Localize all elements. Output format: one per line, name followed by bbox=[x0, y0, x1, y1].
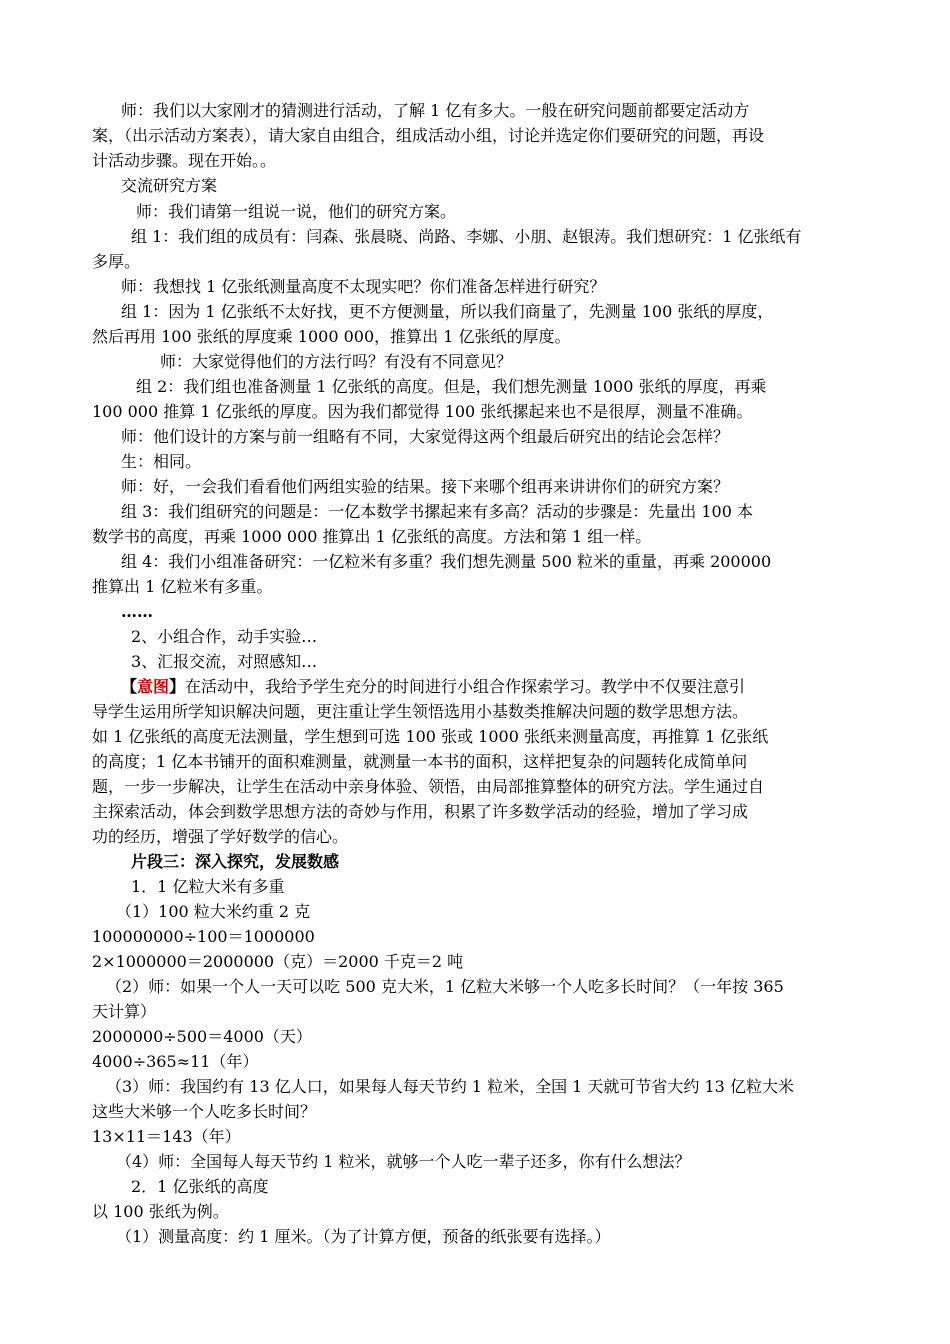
intent-label: 意图 bbox=[137, 677, 170, 696]
intent-bracket-close: 】 bbox=[169, 677, 186, 696]
paragraph-line: 交流研究方案 bbox=[121, 176, 218, 195]
paragraph-line: 功的经历，增强了学好数学的信心。 bbox=[92, 827, 349, 846]
paragraph-line: 推算出 1 亿粒米有多重。 bbox=[92, 577, 273, 596]
paragraph-line: 组 1：我们组的成员有：闫森、张晨晓、尚路、李娜、小朋、赵银涛。我们想研究：1 亿张纸有 bbox=[131, 227, 802, 246]
paragraph-line: 然后再用 100 张纸的厚度乘 1000 000，推算出 1 亿张纸的厚度。 bbox=[92, 327, 571, 346]
paragraph-line: （3）师：我国约有 13 亿人口，如果每人每天节约 1 粒米，全国 1 天就可节省大约 13 亿粒大米 bbox=[106, 1077, 794, 1096]
paragraph-line: 2．1 亿张纸的高度 bbox=[131, 1177, 269, 1196]
paragraph-line: 组 3：我们组研究的问题是：一亿本数学书摞起来有多高？活动的步骤是：先量出 100 本 bbox=[121, 502, 753, 521]
paragraph-line: 组 4：我们小组准备研究：一亿粒米有多重？我们想先测量 500 粒米的重量，再乘 200000 bbox=[121, 552, 772, 571]
paragraph-line: 师：他们设计的方案与前一组略有不同，大家觉得这两个组最后研究出的结论会怎样？ bbox=[121, 427, 730, 446]
paragraph-line: 组 1：因为 1 亿张纸不太好找，更不方便测量，所以我们商量了，先测量 100 张纸的厚度， bbox=[121, 302, 774, 321]
paragraph-line: 师：好，一会我们看看他们两组实验的结果。接下来哪个组再来讲讲你们的研究方案？ bbox=[121, 477, 730, 496]
paragraph-line: 师：我们请第一组说一说，他们的研究方案。 bbox=[136, 202, 457, 221]
paragraph-line: （4）师：全国每人每天节约 1 粒米，就够一个人吃一辈子还多，你有什么想法？ bbox=[116, 1152, 691, 1171]
intent-paragraph-first-line bbox=[121, 675, 745, 699]
paragraph-line: 多厚。 bbox=[92, 252, 141, 271]
formula-line: 4000÷365≈11（年） bbox=[92, 1052, 259, 1071]
paragraph-line: 数学书的高度，再乘 1000 000 推算出 1 亿张纸的高度。方法和第 1 组一样。 bbox=[92, 527, 652, 546]
paragraph-line: 组 2：我们组也准备测量 1 亿张纸的高度。但是，我们想先测量 1000 张纸的厚度，再乘 bbox=[136, 377, 767, 396]
formula-line: 100000000÷100＝1000000 bbox=[92, 927, 315, 946]
paragraph-line: 如 1 亿张纸的高度无法测量，学生想到可选 100 张或 1000 张纸来测量高度，再推算 1 亿张纸 bbox=[92, 727, 769, 746]
paragraph-line: 以 100 张纸为例。 bbox=[92, 1202, 229, 1221]
paragraph-line: 3、汇报交流，对照感知… bbox=[131, 652, 318, 671]
paragraph-line: 的高度；1 亿本书铺开的面积难测量，就测量一本书的面积，这样把复杂的问题转化成简单问 bbox=[92, 752, 748, 771]
intent-text: 在活动中，我给予学生充分的时间进行小组合作探索学习。教学中不仅要注意引 bbox=[185, 677, 746, 696]
section-heading: 片段三：深入探究，发展数感 bbox=[131, 852, 340, 871]
paragraph-line: 导学生运用所学知识解决问题，更注重让学生领悟选用小基数类推解决问题的数学思想方法。 bbox=[92, 702, 749, 721]
paragraph-line: （1）测量高度：约 1 厘米。（为了计算方便，预备的纸张要有选择。） bbox=[116, 1227, 611, 1246]
formula-line: 2×1000000＝2000000（克）＝2000 千克＝2 吨 bbox=[92, 952, 464, 971]
paragraph-line: 师：我们以大家刚才的猜测进行活动，了解 1 亿有多大。一般在研究问题前都要定活动方 bbox=[121, 101, 750, 120]
paragraph-line: （1）100 粒大米约重 2 克 bbox=[116, 902, 311, 921]
paragraph-line: 题，一步一步解决，让学生在活动中亲身体验、领悟，由局部推算整体的研究方法。学生通过自 bbox=[92, 777, 765, 796]
paragraph-line: 案，（出示活动方案表），请大家自由组合，组成活动小组，讨论并选定你们要研究的问题，再设 bbox=[92, 126, 765, 145]
paragraph-line: 师：大家觉得他们的方法行吗？有没有不同意见？ bbox=[160, 352, 513, 371]
paragraph-line: 2、小组合作，动手实验… bbox=[131, 627, 318, 646]
paragraph-line: 计活动步骤。现在开始。。 bbox=[92, 151, 277, 170]
paragraph-line: 1．1 亿粒大米有多重 bbox=[131, 877, 285, 896]
ellipsis-line: …… bbox=[121, 602, 153, 621]
paragraph-line: 主探索活动，体会到数学思想方法的奇妙与作用，积累了许多数学活动的经验，增加了学习成 bbox=[92, 802, 749, 821]
formula-line: 2000000÷500＝4000（天） bbox=[92, 1027, 312, 1046]
paragraph-line: 100 000 推算 1 亿张纸的厚度。因为我们都觉得 100 张纸摞起来也不是很厚，测量不准确。 bbox=[92, 402, 753, 421]
formula-line: 13×11＝143（年） bbox=[92, 1127, 241, 1146]
paragraph-line: 天计算） bbox=[92, 1002, 157, 1021]
paragraph-line: 这些大米够一个人吃多长时间？ bbox=[92, 1102, 317, 1121]
intent-bracket-open: 【 bbox=[121, 677, 138, 696]
paragraph-line: 师：我想找 1 亿张纸测量高度不太现实吧？你们准备怎样进行研究？ bbox=[121, 277, 606, 296]
paragraph-line: （2）师：如果一个人一天可以吃 500 克大米，1 亿粒大米够一个人吃多长时间？（一年按 365 bbox=[106, 977, 784, 996]
paragraph-line: 生：相同。 bbox=[121, 452, 202, 471]
